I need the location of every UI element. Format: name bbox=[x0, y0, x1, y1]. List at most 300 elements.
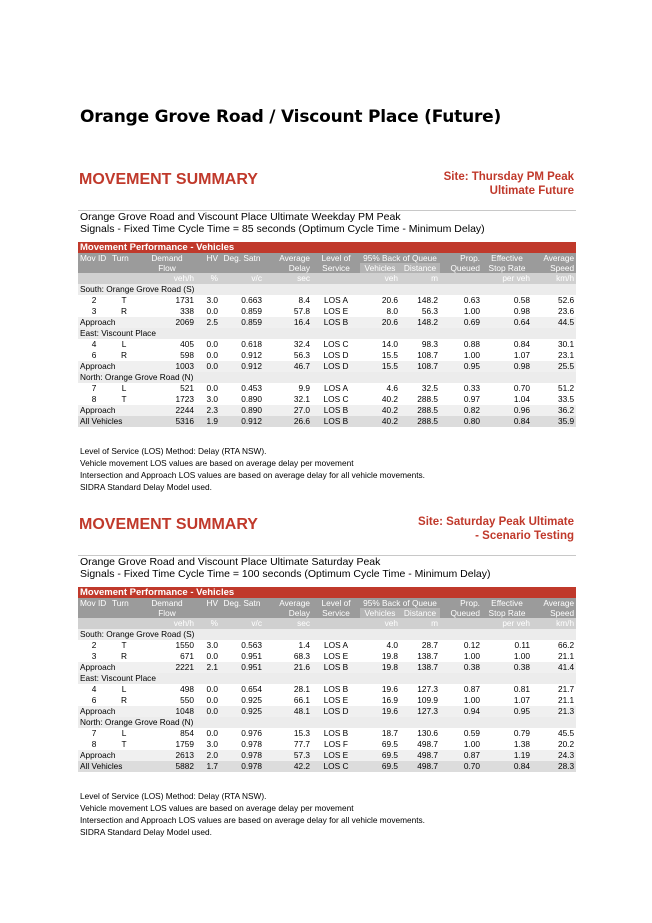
table-cell: 21.1 bbox=[557, 695, 575, 705]
table-cell: 57.3 bbox=[264, 750, 312, 761]
table-cell: 671 bbox=[180, 651, 194, 661]
table-cell: 5316 bbox=[138, 416, 196, 427]
table-cell: 19.8 bbox=[360, 662, 400, 673]
table-cell: 130.6 bbox=[417, 728, 438, 738]
table-cell: 0.95 bbox=[482, 706, 532, 717]
table-cell: 0.81 bbox=[513, 684, 530, 694]
col-back-queue: 95% Back of Queue bbox=[360, 598, 440, 608]
table-row bbox=[78, 383, 576, 394]
table-cell: 0.70 bbox=[513, 383, 530, 393]
table-cell: 1731 bbox=[175, 295, 194, 305]
table-cell: 0.80 bbox=[440, 416, 482, 427]
col-label: Flow bbox=[158, 608, 176, 618]
col-label: Service bbox=[322, 608, 350, 618]
table-cell: 0.0 bbox=[206, 728, 218, 738]
unit-cell: veh bbox=[360, 273, 400, 284]
note-line: Vehicle movement LOS values are based on average delay per movement bbox=[80, 458, 354, 468]
col-label: Average bbox=[279, 253, 310, 263]
table-cell: 109.9 bbox=[417, 695, 438, 705]
col-eff-stop bbox=[482, 598, 532, 618]
note-line: SIDRA Standard Delay Model used. bbox=[80, 482, 212, 492]
col-vehicles: Vehicles bbox=[360, 608, 400, 618]
table-cell: LOS A bbox=[324, 295, 348, 305]
col-label: Level of bbox=[321, 598, 351, 608]
section-heading: MOVEMENT SUMMARY bbox=[79, 171, 258, 188]
table-cell: 0.64 bbox=[482, 317, 532, 328]
table-cell: LOS B bbox=[312, 317, 360, 328]
table-cell: 77.7 bbox=[293, 739, 310, 749]
approach-label: Approach bbox=[78, 662, 138, 673]
table-cell: 2069 bbox=[138, 317, 196, 328]
site-label bbox=[418, 515, 574, 543]
table-cell: T bbox=[121, 739, 127, 749]
col-demand-flow bbox=[138, 253, 196, 273]
table-cell: 35.9 bbox=[532, 416, 576, 427]
table-row bbox=[78, 739, 576, 750]
description-line: Orange Grove Road and Viscount Place Ultimate Saturday Peak bbox=[80, 556, 381, 568]
table-cell: 498.7 bbox=[417, 739, 438, 749]
table-cell: 0.978 bbox=[241, 739, 262, 749]
table-cell: 598 bbox=[180, 350, 194, 360]
table-cell: LOS B bbox=[312, 405, 360, 416]
table-cell: 0.453 bbox=[241, 383, 262, 393]
table-cell: 0.978 bbox=[220, 761, 264, 772]
table-cell: 0.38 bbox=[482, 662, 532, 673]
col-prop-queued bbox=[440, 253, 482, 273]
table-cell: 0.0 bbox=[206, 339, 218, 349]
table-cell: 40.2 bbox=[360, 416, 400, 427]
col-label: Level of bbox=[321, 253, 351, 263]
table-cell: 28.7 bbox=[421, 640, 438, 650]
table-cell: 0.79 bbox=[513, 728, 530, 738]
table-cell: 45.5 bbox=[557, 728, 575, 738]
table-cell: LOS B bbox=[312, 416, 360, 427]
table-cell: LOS B bbox=[323, 728, 349, 738]
table-cell: R bbox=[121, 350, 127, 360]
table-cell: 0.0 bbox=[206, 350, 218, 360]
unit-cell bbox=[110, 273, 138, 284]
table-cell: 2221 bbox=[138, 662, 196, 673]
table-cell: 14.0 bbox=[381, 339, 398, 349]
table-cell: 69.5 bbox=[381, 739, 398, 749]
table-cell: T bbox=[121, 394, 127, 404]
col-label: Average bbox=[543, 598, 575, 608]
table-cell: 1.07 bbox=[513, 695, 530, 705]
note-line: Intersection and Approach LOS values are based on average delay for all vehicle movements. bbox=[80, 470, 425, 480]
table-cell: 288.5 bbox=[400, 405, 440, 416]
table-cell: 3.0 bbox=[206, 640, 218, 650]
col-demand-flow bbox=[138, 598, 196, 618]
approach-row bbox=[78, 405, 576, 416]
table-cell: 16.9 bbox=[381, 695, 398, 705]
table-cell: 52.6 bbox=[557, 295, 575, 305]
table-cell: 51.2 bbox=[557, 383, 575, 393]
section-heading: MOVEMENT SUMMARY bbox=[79, 516, 258, 533]
table-cell: 148.2 bbox=[417, 295, 438, 305]
movement-performance-table bbox=[78, 242, 576, 427]
table-cell: 3 bbox=[91, 651, 97, 661]
table-cell: 0.976 bbox=[241, 728, 262, 738]
table-cell: LOS D bbox=[312, 361, 360, 372]
description-line: Signals - Fixed Time Cycle Time = 100 seconds (Optimum Cycle Time - Minimum Delay) bbox=[80, 568, 491, 580]
table-row bbox=[78, 684, 576, 695]
col-turn: Turn bbox=[110, 253, 138, 273]
table-cell: 0.88 bbox=[463, 339, 480, 349]
table-cell: LOS E bbox=[312, 750, 360, 761]
table-cell: 1.19 bbox=[482, 750, 532, 761]
table-cell: LOS C bbox=[312, 761, 360, 772]
table-cell: 0.890 bbox=[220, 405, 264, 416]
description-line: Signals - Fixed Time Cycle Time = 85 seconds (Optimum Cycle Time - Minimum Delay) bbox=[80, 223, 485, 235]
table-cell: 69.5 bbox=[360, 761, 400, 772]
table-cell: 0.0 bbox=[196, 361, 220, 372]
table-cell: 1550 bbox=[175, 640, 194, 650]
col-hv: HV bbox=[196, 598, 220, 618]
col-label: Demand bbox=[151, 253, 183, 263]
table-cell: 7 bbox=[91, 383, 97, 393]
table-cell: 48.1 bbox=[264, 706, 312, 717]
table-cell: 0.84 bbox=[513, 339, 530, 349]
table-cell: 0.618 bbox=[241, 339, 262, 349]
table-cell: 0.11 bbox=[514, 640, 530, 650]
table-cell: 2.3 bbox=[196, 405, 220, 416]
table-cell: L bbox=[121, 684, 127, 694]
site-line: Ultimate Future bbox=[489, 185, 574, 197]
table-cell: 68.3 bbox=[293, 651, 310, 661]
table-cell: 138.7 bbox=[417, 651, 438, 661]
movement-summary-section bbox=[78, 515, 576, 838]
table-cell: 32.1 bbox=[293, 394, 310, 404]
table-cell: 1.07 bbox=[513, 350, 530, 360]
table-cell: LOS C bbox=[323, 339, 349, 349]
table-cell: 24.3 bbox=[532, 750, 576, 761]
page-title: Orange Grove Road / Viscount Place (Future) bbox=[80, 107, 502, 127]
table-cell: 98.3 bbox=[421, 339, 438, 349]
col-los bbox=[312, 598, 360, 618]
unit-cell bbox=[78, 273, 110, 284]
table-cell: 288.5 bbox=[400, 416, 440, 427]
table-cell: 1.4 bbox=[298, 640, 310, 650]
unit-cell: % bbox=[196, 273, 220, 284]
table-cell: 18.7 bbox=[381, 728, 398, 738]
table-cell: 0.925 bbox=[241, 695, 262, 705]
col-distance: Distance bbox=[400, 263, 440, 273]
table-cell: 0.84 bbox=[482, 761, 532, 772]
table-cell: 2613 bbox=[138, 750, 196, 761]
approach-group-label: South: Orange Grove Road (S) bbox=[78, 284, 576, 295]
approach-row bbox=[78, 662, 576, 673]
table-cell: 0.70 bbox=[440, 761, 482, 772]
table-cell: 20.2 bbox=[557, 739, 575, 749]
unit-cell: veh bbox=[360, 618, 400, 629]
table-cell: 108.7 bbox=[400, 361, 440, 372]
table-cell: 6 bbox=[91, 350, 97, 360]
table-cell: 21.3 bbox=[532, 706, 576, 717]
table-cell: 26.6 bbox=[264, 416, 312, 427]
table-cell: 8 bbox=[91, 739, 97, 749]
unit-cell: % bbox=[196, 618, 220, 629]
table-cell: 1.00 bbox=[463, 306, 480, 316]
table-cell: 8 bbox=[91, 394, 97, 404]
approach-label: Approach bbox=[78, 706, 138, 717]
table-cell: L bbox=[121, 383, 127, 393]
unit-cell: km/h bbox=[532, 273, 576, 284]
table-cell: 2.0 bbox=[196, 750, 220, 761]
table-cell: LOS E bbox=[323, 306, 349, 316]
notes bbox=[78, 790, 576, 838]
table-cell: 0.0 bbox=[206, 684, 218, 694]
col-deg-satn: Deg. Satn bbox=[220, 253, 264, 273]
col-avg-delay bbox=[264, 253, 312, 273]
unit-cell: sec bbox=[264, 618, 312, 629]
col-avg-delay bbox=[264, 598, 312, 618]
table-cell: 498 bbox=[180, 684, 194, 694]
table-cell: 46.7 bbox=[264, 361, 312, 372]
table-cell: 15.3 bbox=[293, 728, 310, 738]
approach-group-label: East: Viscount Place bbox=[78, 328, 576, 339]
table-cell: 0.69 bbox=[440, 317, 482, 328]
table-cell: 23.6 bbox=[557, 306, 575, 316]
approach-group-label: North: Orange Grove Road (N) bbox=[78, 372, 576, 383]
col-label: Prop. bbox=[460, 598, 480, 608]
table-banner: Movement Performance - Vehicles bbox=[78, 242, 576, 253]
unit-cell: km/h bbox=[532, 618, 576, 629]
unit-cell: per veh bbox=[482, 273, 532, 284]
table-cell: 0.98 bbox=[513, 306, 530, 316]
table-cell: LOS B bbox=[323, 684, 349, 694]
table-cell: 41.4 bbox=[532, 662, 576, 673]
col-label: Stop Rate bbox=[488, 608, 526, 618]
table-cell: 4.0 bbox=[386, 640, 398, 650]
table-cell: LOS A bbox=[324, 383, 348, 393]
table-cell: 4 bbox=[91, 684, 97, 694]
site-line: Site: Thursday PM Peak bbox=[443, 171, 574, 183]
col-label: Stop Rate bbox=[488, 263, 526, 273]
table-cell: 1723 bbox=[175, 394, 194, 404]
col-label: Speed bbox=[550, 608, 575, 618]
col-label: Flow bbox=[158, 263, 176, 273]
unit-cell bbox=[78, 618, 110, 629]
unit-cell: per veh bbox=[482, 618, 532, 629]
table-cell: 32.5 bbox=[421, 383, 438, 393]
table-cell: 2244 bbox=[138, 405, 196, 416]
approach-label: Approach bbox=[78, 361, 138, 372]
table-cell: 1003 bbox=[138, 361, 196, 372]
table-cell: 1.00 bbox=[513, 651, 530, 661]
table-cell: 1.00 bbox=[463, 695, 480, 705]
table-cell: 0.96 bbox=[482, 405, 532, 416]
table-cell: LOS D bbox=[312, 706, 360, 717]
table-cell: 1.7 bbox=[196, 761, 220, 772]
table-cell: 0.859 bbox=[241, 306, 262, 316]
table-cell: 0.0 bbox=[206, 695, 218, 705]
table-cell: LOS D bbox=[323, 350, 349, 360]
table-cell: 19.8 bbox=[381, 651, 398, 661]
table-cell: 21.6 bbox=[264, 662, 312, 673]
table-cell: 288.5 bbox=[417, 394, 438, 404]
table-cell: 0.912 bbox=[220, 361, 264, 372]
table-cell: 2.5 bbox=[196, 317, 220, 328]
table-row bbox=[78, 640, 576, 651]
unit-cell bbox=[440, 273, 482, 284]
unit-cell: v/c bbox=[220, 273, 264, 284]
table-cell: 138.7 bbox=[400, 662, 440, 673]
table-cell: 0.925 bbox=[220, 706, 264, 717]
table-cell: 33.5 bbox=[557, 394, 575, 404]
table-cell: 69.5 bbox=[360, 750, 400, 761]
table-cell: 498.7 bbox=[400, 761, 440, 772]
col-prop-queued bbox=[440, 598, 482, 618]
table-cell: 8.4 bbox=[298, 295, 310, 305]
table-cell: 44.5 bbox=[532, 317, 576, 328]
col-los bbox=[312, 253, 360, 273]
approach-row bbox=[78, 706, 576, 717]
col-label: Speed bbox=[550, 263, 575, 273]
table-cell: 498.7 bbox=[400, 750, 440, 761]
col-label: Prop. bbox=[460, 253, 480, 263]
table-cell: 0.663 bbox=[241, 295, 262, 305]
table-cell: LOS F bbox=[324, 739, 348, 749]
table-cell: 15.5 bbox=[381, 350, 398, 360]
table-cell: 0.58 bbox=[513, 295, 530, 305]
table-cell: 4 bbox=[91, 339, 97, 349]
table-cell: 42.2 bbox=[264, 761, 312, 772]
table-cell: 56.3 bbox=[293, 350, 310, 360]
table-row bbox=[78, 350, 576, 361]
table-cell: LOS E bbox=[323, 695, 349, 705]
table-cell: LOS C bbox=[323, 394, 349, 404]
table-cell: 0.94 bbox=[440, 706, 482, 717]
notes bbox=[78, 445, 576, 493]
table-cell: 0.0 bbox=[206, 383, 218, 393]
col-deg-satn: Deg. Satn bbox=[220, 598, 264, 618]
table-cell: 0.63 bbox=[463, 295, 480, 305]
table-cell: 0.38 bbox=[440, 662, 482, 673]
table-cell: 1.38 bbox=[513, 739, 530, 749]
table-cell: R bbox=[121, 306, 127, 316]
table-cell: 1.00 bbox=[463, 739, 480, 749]
table-cell: 127.3 bbox=[400, 706, 440, 717]
col-label: Average bbox=[543, 253, 575, 263]
table-cell: 1.9 bbox=[196, 416, 220, 427]
col-label: Effective bbox=[491, 598, 523, 608]
table-cell: 1.00 bbox=[463, 651, 480, 661]
col-turn: Turn bbox=[110, 598, 138, 618]
table-cell: 0.84 bbox=[482, 416, 532, 427]
table-cell: L bbox=[121, 728, 127, 738]
col-label: Average bbox=[279, 598, 310, 608]
unit-cell: veh/h bbox=[138, 273, 196, 284]
table-cell: 19.6 bbox=[360, 706, 400, 717]
approach-label: Approach bbox=[78, 317, 138, 328]
table-cell: 854 bbox=[180, 728, 194, 738]
table-cell: 0.82 bbox=[440, 405, 482, 416]
col-label: Service bbox=[322, 263, 350, 273]
note-line: Level of Service (LOS) Method: Delay (RTA NSW). bbox=[80, 446, 267, 456]
table-cell: 15.5 bbox=[360, 361, 400, 372]
table-cell: 0.890 bbox=[241, 394, 262, 404]
table-cell: 0.0 bbox=[206, 651, 218, 661]
table-cell: 0.912 bbox=[220, 416, 264, 427]
table-cell: 0.0 bbox=[206, 306, 218, 316]
table-cell: 4.6 bbox=[386, 383, 398, 393]
table-cell: 66.1 bbox=[293, 695, 310, 705]
table-cell: 0.12 bbox=[463, 640, 480, 650]
table-row bbox=[78, 695, 576, 706]
movement-summary-section bbox=[78, 170, 576, 493]
table-cell: 32.4 bbox=[293, 339, 310, 349]
table-cell: 9.9 bbox=[298, 383, 310, 393]
col-eff-stop bbox=[482, 253, 532, 273]
unit-cell: v/c bbox=[220, 618, 264, 629]
unit-cell bbox=[312, 273, 360, 284]
table-row bbox=[78, 306, 576, 317]
table-banner: Movement Performance - Vehicles bbox=[78, 587, 576, 598]
table-cell: 0.951 bbox=[241, 651, 262, 661]
table-cell: 2 bbox=[91, 640, 97, 650]
approach-row bbox=[78, 361, 576, 372]
table-cell: LOS B bbox=[312, 662, 360, 673]
table-cell: 2.1 bbox=[196, 662, 220, 673]
table-cell: 28.3 bbox=[532, 761, 576, 772]
site-description bbox=[78, 211, 576, 235]
unit-cell: sec bbox=[264, 273, 312, 284]
table-cell: 25.5 bbox=[532, 361, 576, 372]
table-cell: 0.563 bbox=[241, 640, 262, 650]
table-cell: 66.2 bbox=[557, 640, 575, 650]
table-cell: 1759 bbox=[175, 739, 194, 749]
table-cell: 7 bbox=[91, 728, 97, 738]
table-cell: 20.6 bbox=[381, 295, 398, 305]
table-cell: 148.2 bbox=[400, 317, 440, 328]
table-cell: 27.0 bbox=[264, 405, 312, 416]
table-cell: LOS A bbox=[324, 640, 348, 650]
table-cell: 16.4 bbox=[264, 317, 312, 328]
table-row bbox=[78, 394, 576, 405]
table-cell: 0.859 bbox=[220, 317, 264, 328]
col-label: Delay bbox=[288, 608, 310, 618]
table-cell: 1.00 bbox=[463, 350, 480, 360]
section-header bbox=[78, 515, 576, 556]
table-cell: 0.978 bbox=[220, 750, 264, 761]
table-cell: 0.33 bbox=[463, 383, 480, 393]
site-label bbox=[444, 170, 574, 198]
table-cell: 3.0 bbox=[206, 739, 218, 749]
all-vehicles-row bbox=[78, 416, 576, 427]
table-cell: 0.98 bbox=[482, 361, 532, 372]
table-cell: 28.1 bbox=[293, 684, 310, 694]
table-cell: 20.6 bbox=[360, 317, 400, 328]
table-row bbox=[78, 728, 576, 739]
site-line: Site: Saturday Peak Ultimate bbox=[418, 516, 574, 528]
note-line: Intersection and Approach LOS values are based on average delay for all vehicle movements. bbox=[80, 815, 425, 825]
table-cell: 57.8 bbox=[293, 306, 310, 316]
table-cell: 0.951 bbox=[220, 662, 264, 673]
unit-cell: veh/h bbox=[138, 618, 196, 629]
col-hv: HV bbox=[196, 253, 220, 273]
approach-group-label: South: Orange Grove Road (S) bbox=[78, 629, 576, 640]
table-cell: LOS E bbox=[323, 651, 349, 661]
table-cell: 0.87 bbox=[463, 684, 480, 694]
col-label: Effective bbox=[491, 253, 523, 263]
col-avg-speed bbox=[532, 598, 576, 618]
table-cell: 0.97 bbox=[463, 394, 480, 404]
table-cell: R bbox=[121, 695, 127, 705]
table-cell: 521 bbox=[180, 383, 194, 393]
description-line: Orange Grove Road and Viscount Place Ultimate Weekday PM Peak bbox=[80, 211, 401, 223]
col-label: Delay bbox=[288, 263, 310, 273]
table-cell: 5882 bbox=[138, 761, 196, 772]
